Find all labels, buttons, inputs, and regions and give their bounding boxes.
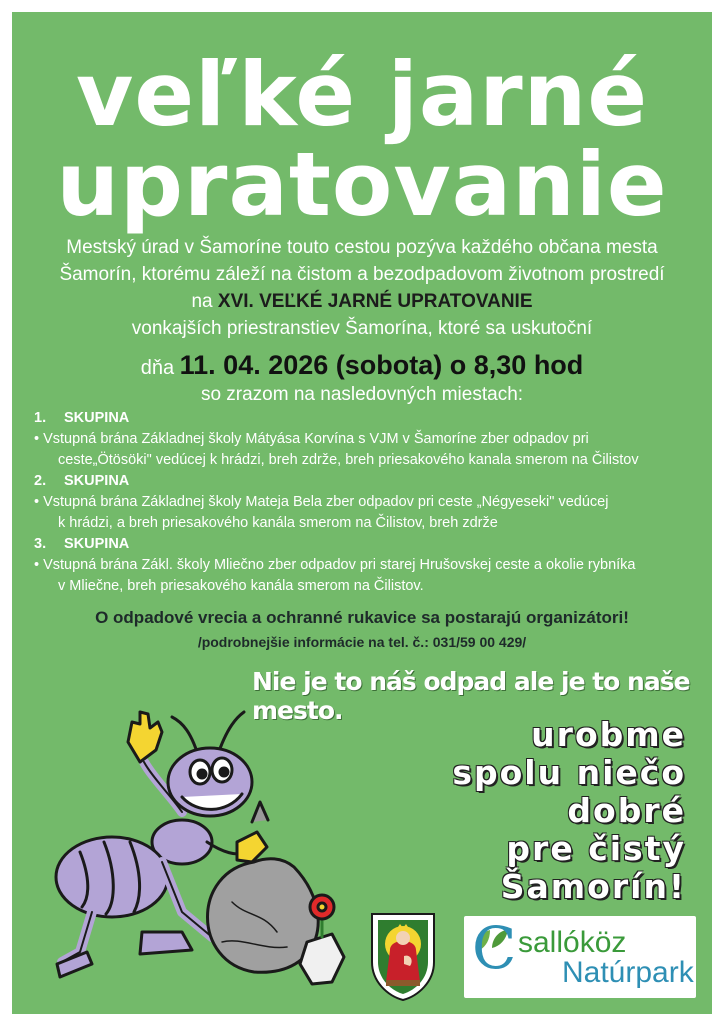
cta-line-2: spolu niečo	[452, 753, 686, 792]
intro-line-4: vonkajších priestranstiev Šamorína, ktoré sa uskutoční	[131, 318, 593, 339]
cta-line-4: pre čistý	[506, 829, 686, 868]
intro-text	[12, 234, 712, 342]
intro-line-1: Mestský úrad v Šamoríne touto cestou pozýva každého občana mesta	[66, 237, 658, 258]
bags-notice: O odpadové vrecia a ochranné rukavice sa postarajú organizátori!	[95, 608, 629, 627]
event-date	[12, 350, 712, 383]
group-location-line-1: • Vstupná brána Základnej školy Mateja Bela zber odpadov pri ceste „Négyeseki" vedúcej	[34, 494, 609, 510]
group-label: SKUPINA	[64, 410, 130, 426]
cta-line-5: Šamorín!	[500, 867, 686, 906]
group-number: 3.	[34, 536, 47, 552]
event-name: XVI. VEĽKÉ JARNÉ UPRATOVANIE	[217, 291, 533, 312]
date-value: 11. 04. 2026 (sobota) o 8,30 hod	[179, 350, 584, 380]
logo-initial: C	[472, 914, 517, 982]
groups-list	[30, 408, 702, 597]
group-number: 1.	[34, 410, 47, 426]
logo-word-2: Natúrpark	[562, 956, 694, 989]
group-1	[30, 408, 702, 471]
group-heading	[30, 408, 702, 429]
group-location-line-2: v Mliečne, breh priesakového kanála smerom na Čilistov.	[58, 578, 424, 594]
poster	[12, 12, 712, 1014]
title-line-1: veľké jarné	[76, 43, 648, 146]
group-heading	[30, 534, 702, 555]
town-coat-of-arms	[368, 910, 438, 1002]
group-location-line-1: • Vstupná brána Základnej školy Mátyása Korvína s VJM v Šamoríne zber odpadov pri	[34, 431, 589, 447]
title-line-2: upratovanie	[56, 133, 668, 236]
ant-mascot-illustration	[32, 702, 352, 992]
intro-line-3	[12, 288, 712, 315]
group-heading	[30, 471, 702, 492]
slogan: Nie je to náš odpad ale je to naše mesto.	[252, 667, 690, 725]
logo-word-1: sallóköz	[518, 926, 627, 959]
cta-line-1: urobme	[531, 715, 686, 754]
gathering-intro: so zrazom na nasledovných miestach:	[200, 384, 524, 405]
group-label: SKUPINA	[64, 536, 130, 552]
group-label: SKUPINA	[64, 473, 130, 489]
date-prefix: dňa	[140, 357, 180, 379]
group-2	[30, 471, 702, 534]
intro-line-3-prefix: na	[191, 291, 218, 312]
group-number: 2.	[34, 473, 47, 489]
group-location-line-1: • Vstupná brána Zákl. školy Mliečno zber odpadov pri starej Hrušovskej ceste a okolie rybníka	[34, 557, 636, 573]
naturpark-logo	[464, 916, 696, 998]
group-location-line-2: ceste„Ötösöki" vedúcej k hrádzi, breh zdrže, breh priesakového kanala smerom na Čilistov	[58, 452, 639, 468]
group-location-line-2: k hrádzi, a breh priesakového kanála smerom na Čilistov, breh zdrže	[58, 515, 498, 531]
cta-line-3: dobré	[567, 791, 686, 830]
contact-info: /podrobnejšie informácie na tel. č.: 031/59 00 429/	[197, 634, 527, 650]
group-3	[30, 534, 702, 597]
intro-line-2: Šamorín, ktorému záleží na čistom a bezodpadovom životnom prostredí	[59, 264, 665, 285]
